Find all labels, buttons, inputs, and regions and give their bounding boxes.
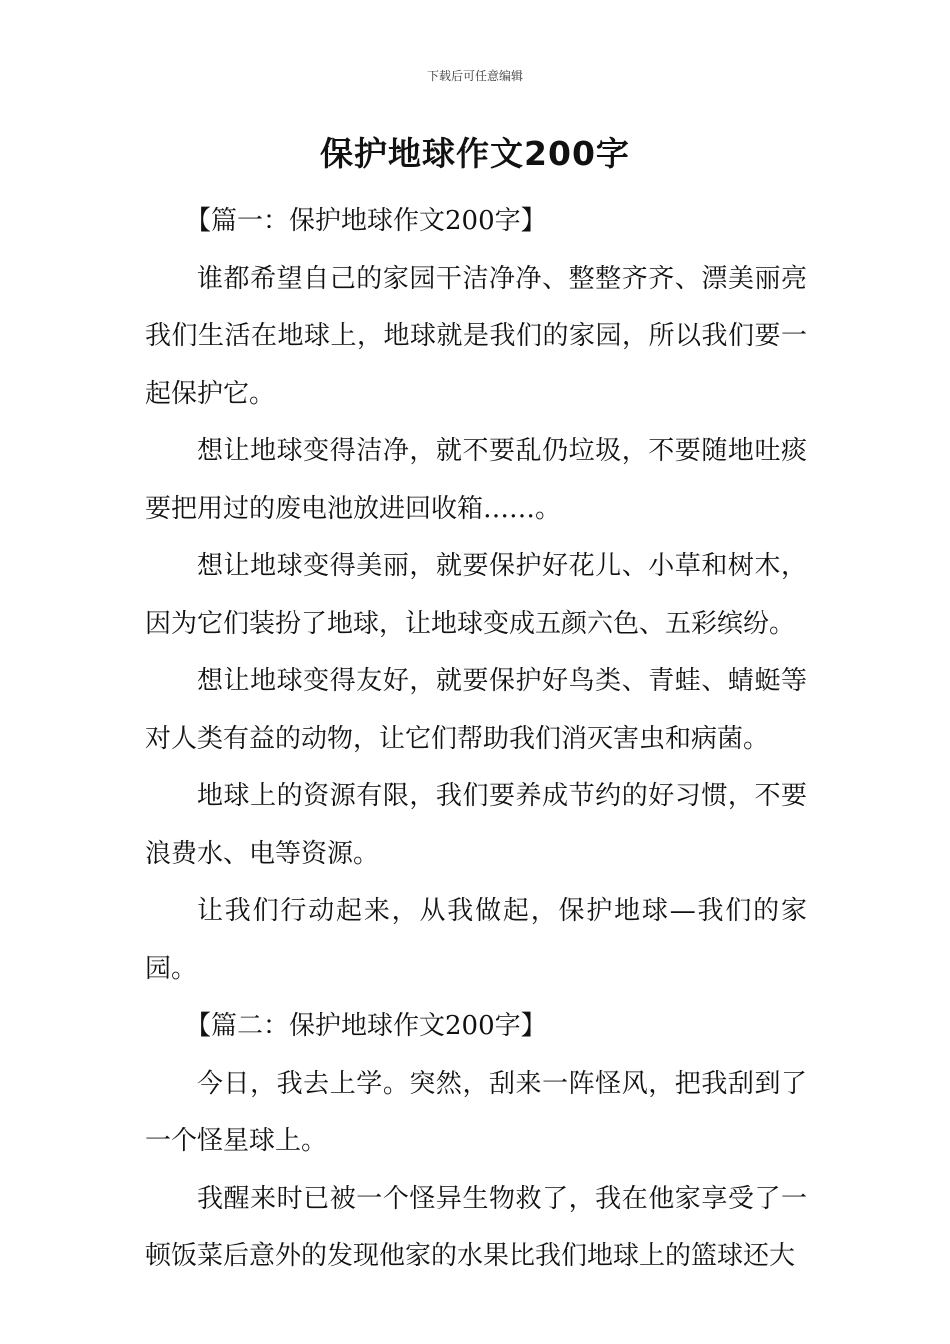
paragraph: 地球上的资源有限，我们要养成节约的好习惯，不要浪费水、电等资源。	[145, 781, 807, 869]
document-body	[145, 193, 807, 1286]
header-note: 下载后可任意编辑	[426, 69, 523, 83]
paragraph: 谁都希望自己的家园干洁净净、整整齐齐、漂美丽亮我们生活在地球上，地球就是我们的家园，所以我们要一起保护它。	[145, 263, 807, 409]
paragraph: 让我们行动起来，从我做起，保护地球—我们的家园。	[145, 896, 807, 984]
paragraph: 想让地球变得友好，就要保护好鸟类、青蛙、蜻蜓等对人类有益的动物，让它们帮助我们消灭害虫和病菌。	[145, 666, 807, 754]
paragraph: 想让地球变得美丽，就要保护好花儿、小草和树木，因为它们装扮了地球，让地球变成五颜六色、五彩缤纷。	[145, 551, 807, 639]
document-title: 保护地球作文200字	[320, 134, 630, 173]
paragraph: 今日，我去上学。突然，刮来一阵怪风，把我刮到了一个怪星球上。	[145, 1068, 807, 1156]
paragraph: 我醒来时已被一个怪异生物救了，我在他家享受了一顿饭菜后意外的发现他家的水果比我们地球上的篮球还大	[145, 1183, 807, 1271]
section-heading-1: 【篇一：保护地球作文200字】	[185, 206, 547, 236]
paragraph: 想让地球变得洁净，就不要乱仍垃圾，不要随地吐痰要把用过的废电池放进回收箱……。	[145, 436, 807, 524]
section-heading-2: 【篇二：保护地球作文200字】	[185, 1011, 547, 1041]
